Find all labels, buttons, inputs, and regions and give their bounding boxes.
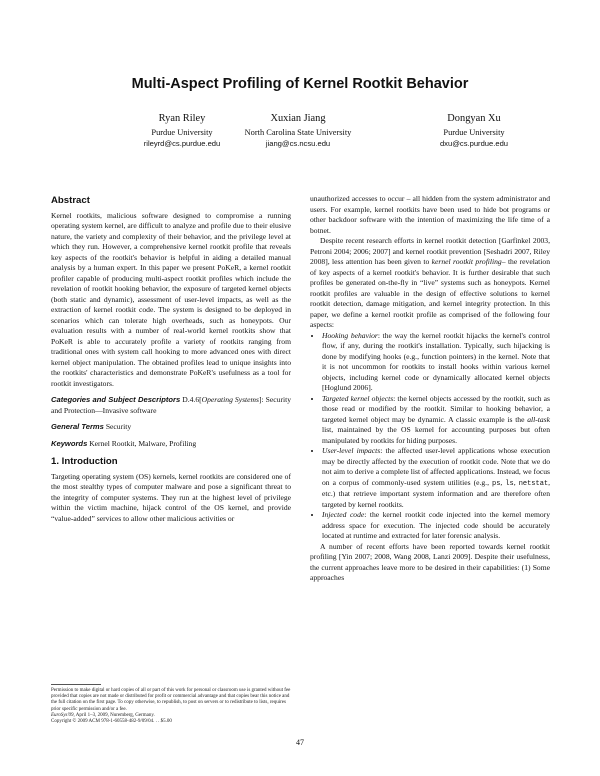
aspect-list — [310, 331, 550, 542]
categories-code: D.4.6 — [182, 395, 200, 404]
author-name: Ryan Riley — [158, 113, 206, 124]
author-email: rileyrd@cs.purdue.edu — [143, 138, 221, 148]
intro-paragraph-3: A number of recent efforts have been reported towards kernel rootkit profiling [Yin 2007; 2008, Wang 2008, Lanzi 2009]. Despite their usefulness, the current approaches leave more to be desired in their capabilities: (1) Some approaches — [310, 541, 550, 582]
emphasis-kernel-rootkit-profiling: kernel rootkit profiling — [431, 257, 502, 266]
permission-footnote — [51, 688, 291, 725]
categories-rest: ]: Security and Protection—Invasive software — [51, 395, 291, 415]
author-name: Xuxian Jiang — [270, 113, 326, 124]
author-name: Dongyan Xu — [447, 113, 501, 124]
right-column — [310, 194, 550, 584]
introduction-heading: 1. Introduction — [51, 456, 118, 467]
list-item: • Targeted kernel objects: the kernel objects accessed by the rootkit, such as those read or modified by the rootkit. Similar to hooking behavior, a targeted kernel object may be dynamic. A classic example is the all-task list, maintained by the OS kernel for accounting purposes but often manipulated by rootkits for hiding purposes. — [322, 394, 550, 447]
general-terms-value: Security — [105, 422, 132, 431]
author-institution: North Carolina State University — [244, 128, 352, 137]
author-email: dxu@cs.purdue.edu — [439, 138, 509, 148]
general-terms-line — [51, 422, 291, 433]
list-item: • Hooking behavior: the way the kernel rootkit hijacks the kernel's control flow, if any, during the rootkit's installation. Typically, such hijacking is done by modifying hooks (e.g., function pointers) in the kernel. Note that it is not uncommon for rootkits to install hooks within various kernel objects, including kernel code or dynamically allocated kernel objects [Hoglund 2006]. — [322, 331, 550, 394]
venue-line: EuroSys'09, April 1–3, 2009, Nuremberg, Germany. — [51, 712, 155, 718]
categories-label: Categories and Subject Descriptors — [51, 395, 181, 404]
author-block-3 — [389, 113, 559, 149]
paper-title: Multi-Aspect Profiling of Kernel Rootkit Behavior — [131, 76, 469, 92]
left-column — [51, 196, 291, 524]
categories-line: Categories and Subject Descriptors D.4.6[Operating Systems]: Security and Protection—Invasive software — [51, 395, 291, 415]
page-number: 47 — [296, 738, 304, 747]
author-block-2 — [213, 113, 383, 149]
author-institution: Purdue University — [443, 128, 505, 137]
author-email: jiang@cs.ncsu.edu — [265, 138, 331, 148]
categories-code-title: Operating Systems — [201, 395, 259, 404]
permission-text: Permission to make digital or hard copies of all or part of this work for personal or classroom use is granted without fee provided that copies are not made or distributed for profit or commercial advantage and that copies bear this notice and the full citation on the first page. To copy otherwise, to republish, to post on servers or to redistribute to lists, requires prior specific permission and/or a fee. — [51, 688, 291, 712]
intro-paragraph-2: Despite recent research efforts in kernel rootkit detection [Garfinkel 2003, Petroni 2004; 2006; 2007] and kernel rootkit prevention [Seshadri 2007, Riley 2008], less attention has been given to kernel rootkit profiling– the revelation of key aspects of a kernel rootkit's behavior. It is further desirable that such profiles be generated on-the-fly in “live” systems such as honeypots. Kernel rootkit profiles are valuable in the design of effective solutions to kernel rootkit detection, damage mitigation, and kernel integrity protection. In this paper, we define a kernel rootkit profile as comprised of the following four aspects: — [310, 236, 550, 329]
keywords-label: Keywords — [51, 438, 88, 448]
abstract-text: Kernel rootkits, malicious software designed to compromise a running operating system kernel, are difficult to analyze and profile due to their elusive nature, the variety and complexity of their behavior, and the privilege level at which they run. However, a comprehensive kernel rootkit profile that reveals key aspects of the rootkit's behavior is helpful in aiding a detailed manual analysis by a human expert. In this paper we present PoKeR, a kernel rootkit profiler capable of producing multi-aspect rootkit profiles which include the revelation of rootkit hooking behavior, the exposure of targeted kernel objects (both static and dynamic), assessment of user-level impacts, as well as the extraction of kernel rootkit code. The system is designed to be deployed in scenarios which can tolerate high overheads, such as honeypots. Our evaluation results with a number of real-world kernel rootkits show that PoKeR is able to accurately profile a variety of rootkits ranging from traditional ones with system call hooking to more advanced ones with direct kernel object manipulation. The obtained profiles lead to unique insights into the rootkits' characteristics and demonstrate PoKeR's usefulness as a tool for rootkit investigators. — [51, 210, 291, 388]
general-terms-label: General Terms — [51, 422, 104, 431]
intro-continued-paragraph: unauthorized accesses to occur – all hidden from the system administrator and users. For example, kernel rootkits have been used to hide bot programs or other backdoor software with the intention of maximizing the life time of a botnet. — [310, 194, 550, 235]
footnote-divider — [51, 684, 101, 685]
list-item: • Injected code: the kernel rootkit code injected into the kernel memory address space for execution. The injected code should be accurately located at runtime and extracted for later forensic analysis. — [322, 510, 550, 542]
author-institution: Purdue University — [151, 128, 213, 137]
copyright-line: Copyright © 2009 ACM 978-1-60558-482-9/09/04. . . $5.00 — [51, 719, 172, 725]
list-item: • User-level impacts: the affected user-level applications whose execution may be directly affected by the execution of rootkit code. Note that we do not aim to derive a complete list of affected applications. Instead, we focus on a corpus of commonly-used system utilities (e.g., ps, ls, netstat, etc.) that retrieve important system information and are therefore often targeted by kernel rootkits. — [322, 446, 550, 510]
keywords-value: Kernel Rootkit, Malware, Profiling — [89, 438, 197, 448]
keywords-line — [51, 439, 291, 450]
abstract-heading: Abstract — [51, 195, 90, 206]
introduction-paragraph: Targeting operating system (OS) kernels, kernel rootkits are considered one of the most stealthy types of computer malware and pose a significant threat to the integrity of computer systems. They run at the highest level of privilege within the victim machine, hijack control of the OS kernel, and provide “value-added” services to allow other malicious activities or — [51, 471, 291, 523]
